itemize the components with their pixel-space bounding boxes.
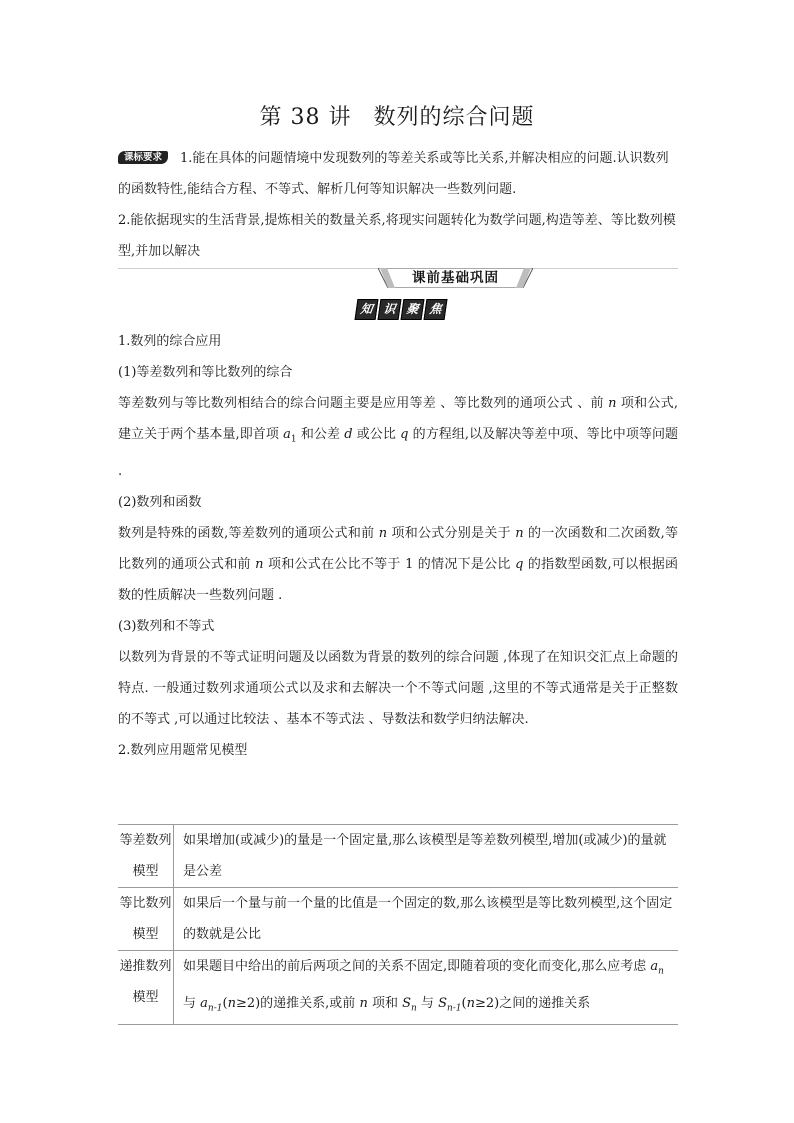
focus-tile: 焦 <box>424 299 448 320</box>
model-description: 如果后一个量与前一个量的比值是一个固定的数,那么该模型是等比数列模型,这个固定的数就是公比 <box>174 888 679 951</box>
focus-tile: 识 <box>378 299 402 320</box>
model-description: 如果增加(或减少)的量是一个固定量,那么该模型是等差数列模型,增加(或减少)的量就是公差 <box>174 825 679 888</box>
model-name: 等比数列模型 <box>118 888 174 951</box>
paragraph-sequence-inequality: 以数列为背景的不等式证明问题及以函数为背景的数列的综合问题 ,体现了在知识交汇点上命题的特点. 一般通过数列求通项公式以及求和去解决一个不等式问题 ,这里的不等式通常是关于正整数的不等式 ,可以通过比较法 、基本不等式法 、导数法和数学归纳法解决. <box>118 649 678 727</box>
paragraph-sequence-function: 数列是特殊的函数,等差数列的通项公式和前 n 项和公式分别是关于 n 的一次函数和二次函数,等比数列的通项公式和前 n 项和公式在公比不等于 1 的情况下是公比 q 的指数型函数,可以根据函数的性质解决一些数列问题 . <box>118 525 679 603</box>
table-row <box>118 888 678 951</box>
heading-comprehensive-application: 1.数列的综合应用 <box>118 334 222 349</box>
requirement-item-2: 2.能依据现实的生活背景,提炼相关的数量关系,将现实问题转化为数学问题,构造等差、等比数列模型,并加以解决 <box>118 213 676 259</box>
lesson-topic: 数列的综合问题 <box>373 105 535 130</box>
focus-tile: 聚 <box>401 299 425 320</box>
requirement-item-1-text: 1.能在具体的问题情境中发现数列的等差关系或等比关系,并解决相应的问题.认识数列的函数特性,能结合方程、不等式、解析几何等知识解决一些数列问题. <box>118 151 669 197</box>
subheading-sequence-inequality: (3)数列和不等式 <box>118 618 215 634</box>
heading-application-models: 2.数列应用题常见模型 <box>118 742 248 758</box>
model-description: 如果题目中给出的前后两项之间的关系不固定,即随着项的变化而变化,那么应考虑 $a_n$ 与 $a_{n-1}(n\ge 2)$的递推关系,或前 n 项和 $S_n$ 与 $S_{n-1}(n\ge 2)$之间的递推关系 <box>174 951 679 1025</box>
model-name: 等差数列模型 <box>118 825 174 888</box>
subheading-arith-geo: (1)等差数列和等比数列的综合 <box>118 365 293 380</box>
model-name: 递推数列模型 <box>118 951 174 1025</box>
paragraph-arith-geo: 等差数列与等比数列相结合的综合问题主要是应用等差 、等比数列的通项公式 、前 n 项和公式,建立关于两个基本量,即首项 $a_1$ 和公差 d 或公比 q 的方程组,以及解决等差中项、等比中项等问题 . <box>118 396 679 479</box>
models-table <box>118 824 678 1025</box>
table-row <box>118 951 678 1025</box>
content-body <box>118 326 678 766</box>
requirements-badge: 课标要求 <box>118 151 168 164</box>
curriculum-requirements <box>118 143 678 267</box>
section-banner-label: 课前基础巩固 <box>412 270 499 286</box>
table-row <box>118 825 678 888</box>
subheading-sequence-function: (2)数列和函数 <box>118 494 202 510</box>
lesson-number: 第 38 讲 <box>259 105 352 130</box>
section-banner <box>378 268 533 288</box>
knowledge-focus-tiles <box>356 299 446 319</box>
focus-tile: 知 <box>355 299 379 320</box>
page-title <box>0 100 794 131</box>
requirement-item-1 <box>118 143 678 205</box>
